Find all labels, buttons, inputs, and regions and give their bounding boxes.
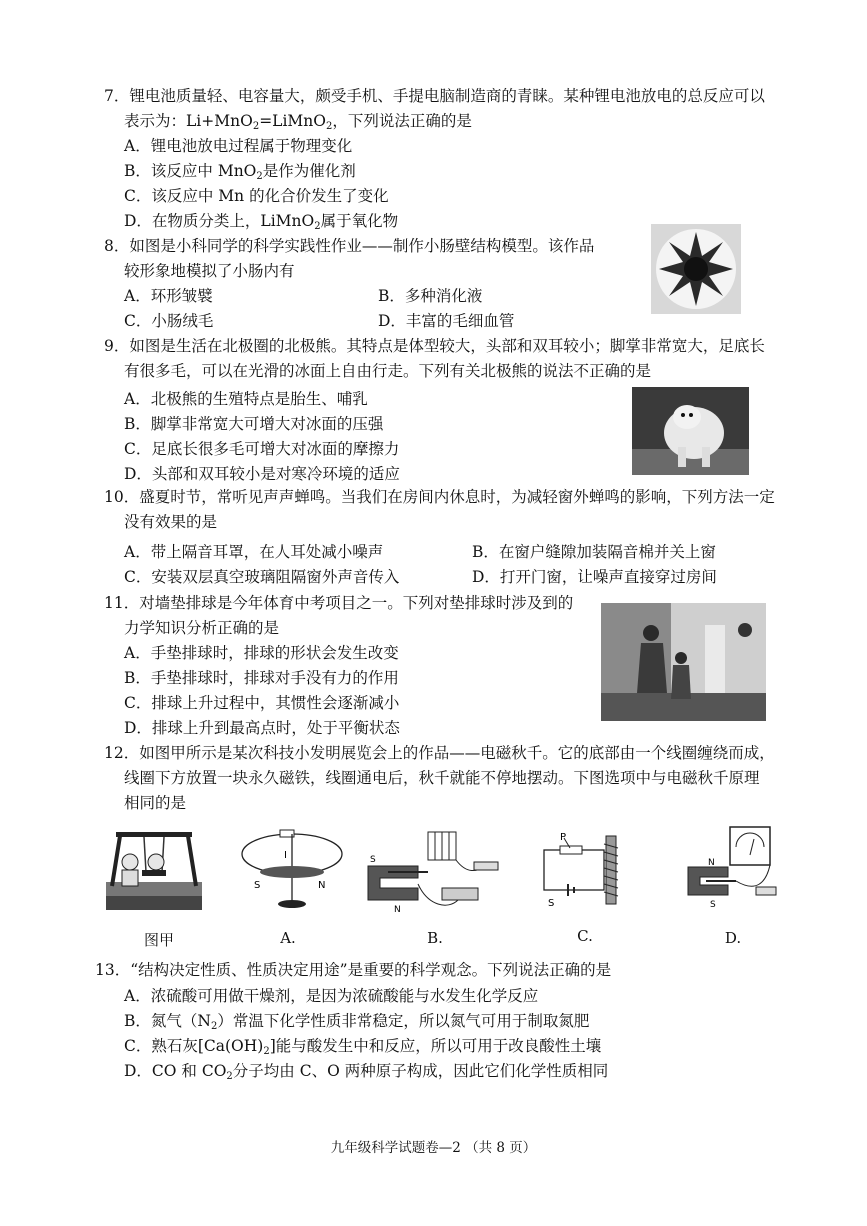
q10-stem-line1: 10．盛夏时节，常听见声声蝉鸣。当我们在房间内休息时，为减轻窗外蝉鸣的影响，下列方法一定 [104,488,775,506]
volleyball-photo [601,603,766,721]
q8-stem-line2: 较形象地模拟了小肠内有 [124,262,295,280]
q12-stem-line3: 相同的是 [124,794,187,812]
q11-option-c: C．排球上升过程中，其惯性会逐渐减小 [124,694,400,712]
caption-figure-b: B. [427,929,443,947]
page-footer: 九年级科学试题卷—2 （共 8 页） [330,1140,537,1156]
q12-stem-line1: 12．如图甲所示是某次科技小发明展览会上的作品——电磁秋千。它的底部由一个线圈缠绕而成， [104,744,775,762]
figure-d-galvanometer-circuit [686,823,782,915]
figure-a-current-label: I [284,850,287,861]
q7-stem-line1: 7．锂电池质量轻、电容量大，颇受手机、手提电脑制造商的青睐。某种锂电池放电的总反应可以 [104,87,765,105]
q11-option-b: B．手垫排球时，排球对手没有力的作用 [124,669,399,687]
caption-figure-d: D. [724,929,742,947]
q10-option-c: C．安装双层真空玻璃阻隔窗外声音传入 [124,568,400,586]
figure-c-s-label: S [548,898,555,908]
figure-d-s-label: S [710,900,716,910]
swing-figure [106,826,202,910]
q7-option-d: D．在物质分类上，LiMnO$_2$属于氧化物 [124,212,399,232]
q11-stem-line1: 11．对墙垫排球是今年体育中考项目之一。下列对垫排球时涉及到的 [104,594,574,612]
q13-option-a: A．浓硫酸可用做干燥剂，是因为浓硫酸能与水发生化学反应 [124,987,539,1005]
figure-a-wire-compass [232,826,347,914]
figure-d-n-label: N [708,858,715,868]
q7-option-b: B．该反应中 MnO$_2$是作为催化剂 [124,162,356,182]
figure-c-p-label: P [560,832,567,843]
q13-stem: 13．“结构决定性质、性质决定用途”是重要的科学观念。下列说法正确的是 [95,961,612,979]
figure-b-n-label: N [394,905,401,914]
caption-figure-c: C. [577,927,593,945]
q11-option-a: A．手垫排球时，排球的形状会发生改变 [124,644,399,662]
figure-b-s-label: S [370,855,376,865]
q9-stem-line2: 有很多毛，可以在光滑的冰面上自由行走。下列有关北极熊的说法不正确的是 [124,362,652,380]
figure-c-electromagnet-circuit [540,830,636,908]
q10-stem-line2: 没有效果的是 [124,513,218,531]
q8-stem-line1: 8．如图是小科同学的科学实践性作业——制作小肠壁结构模型。该作品 [104,237,595,255]
q7-stem-line2: 表示为：Li+MnO$_2$=LiMnO$_2$，下列说法正确的是 [124,112,472,132]
q10-option-d: D．打开门窗，让噪声直接穿过房间 [472,568,717,586]
q10-option-a: A．带上隔音耳罩，在人耳处减小噪声 [124,543,384,561]
polar-bear-photo [632,387,749,475]
figure-a-s-label: S [254,880,261,891]
q9-option-b: B．脚掌非常宽大可增大对冰面的压强 [124,415,384,433]
q7-option-c: C．该反应中 Mn 的化合价发生了变化 [124,187,389,205]
q13-option-d: D．CO 和 $CO_2$分子均由 C、O 两种原子构成，因此它们化学性质相同 [124,1062,609,1082]
q11-option-d: D．排球上升到最高点时，处于平衡状态 [124,719,400,737]
caption-figure-a: A. [280,929,296,947]
q9-option-a: A．北极熊的生殖特点是胎生、哺乳 [124,390,368,408]
intestine-model-photo [651,224,741,314]
caption-figure-jia: 图甲 [143,931,174,949]
q11-stem-line2: 力学知识分析正确的是 [124,619,280,637]
q12-stem-line2: 线圈下方放置一块永久磁铁，线圈通电后，秋千就能不停地摆动。下图选项中与电磁秋千原理 [124,769,760,787]
q8-option-d: D．丰富的毛细血管 [378,312,515,330]
figure-a-n-label: N [318,880,326,891]
q9-stem-line1: 9．如图是生活在北极圈的北极熊。其特点是体型较大，头部和双耳较小；脚掌非常宽大，足底长 [104,337,765,355]
q8-option-c: C．小肠绒毛 [124,312,214,330]
figure-b-motor-circuit [358,826,504,914]
q8-option-b: B．多种消化液 [378,287,483,305]
q8-option-a: A．环形皱襞 [124,287,213,305]
q9-option-d: D．头部和双耳较小是对寒冷环境的适应 [124,465,400,483]
q7-option-a: A．锂电池放电过程属于物理变化 [124,137,353,155]
q10-option-b: B．在窗户缝隙加装隔音棉并关上窗 [472,543,716,561]
q9-option-c: C．足底长很多毛可增大对冰面的摩擦力 [124,440,400,458]
q13-option-b: B．氮气$(N_2)$常温下化学性质非常稳定，所以氮气可用于制取氮肥 [124,1012,590,1032]
q13-option-c: C．熟石灰$[Ca(OH)_2]$能与酸发生中和反应，所以可用于改良酸性土壤 [124,1037,602,1057]
